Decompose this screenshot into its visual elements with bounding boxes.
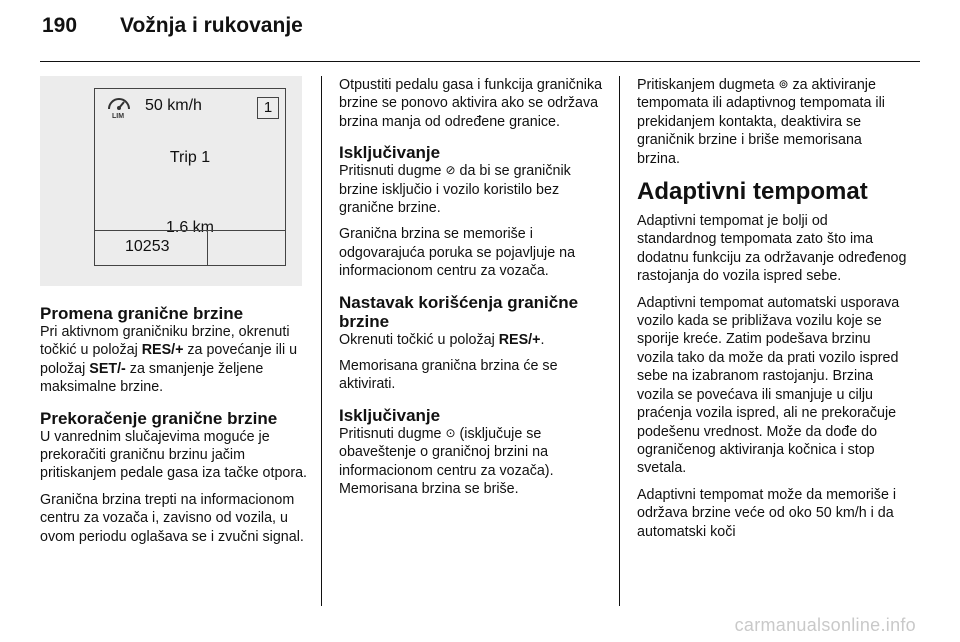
display-odometer: 10253 xyxy=(125,238,170,255)
display-gear: 1 xyxy=(257,97,279,119)
display-separator xyxy=(207,231,208,265)
column-3 xyxy=(637,76,907,549)
display-trip-label: Trip 1 xyxy=(169,149,211,166)
page-title: Vožnja i rukovanje xyxy=(120,14,303,37)
paragraph-memorised: Granična brzina se memoriše i odgovarajuća poruka se pojavljuje na informacionom centru za vozača. xyxy=(339,226,576,280)
paragraph-switch-off-2: Pritisnuti dugme ⊙ (isključuje se obaveštenje o graničnoj brzini na informacionom centru za vozača). Memorisana brzina se briše. xyxy=(339,425,554,498)
page-number: 190 xyxy=(42,14,78,37)
watermark: carmanualsonline.info xyxy=(734,615,916,635)
paragraph-release-pedal: Otpustiti pedalu gasa i funkcija graničnika brzine se ponovo aktivira ako se održava brzina manja od određene granice. xyxy=(339,77,603,130)
paragraph-deactivate: Pritiskanjem dugmeta ⊚ za aktiviranje tempomata ili adaptivnog tempomata ili prekidanjem kontakta, deaktivira se graničnik brzine i briše memorisana brzina. xyxy=(637,77,885,167)
paragraph-blinking: Granična brzina trepti na informacionom centru za vozača i, zavisno od vozila, u ovom periodu oglašava se i zvučni signal. xyxy=(40,491,304,545)
speed-limiter-icon xyxy=(105,95,135,119)
heading-adaptive-cruise: Adaptivni tempomat xyxy=(637,178,868,206)
paragraph-adaptive-behaviour: Adaptivni tempomat automatski usporava vozilo kada se približava vozilu koje se sporije kreće. Zatim podešava brzinu vozila tako da može da prati vozilo ispred sebe na izabranom rastojanju. Brzina vozila se povećava ili smanjuje u cilju praćenja vozila ispred, ali ne prekoračuje podešenu vrednost. Može da dođe do ograničenog aktiviranja kočnica i stop svetala. xyxy=(637,294,900,477)
paragraph-adaptive-intro: Adaptivni tempomat je bolji od standardnog tempomata zato što ima dodatnu funkciju za održavanje određenog rastojanja do vozila ispred sebe. xyxy=(637,213,907,285)
paragraph-limit-change: Pri aktivnom graničniku brzine, okrenuti točkić u položaj RES/+ za povećanje ili u položaj SET/- za smanjenje željene maksimalne brzine. xyxy=(40,324,298,396)
paragraph-activated: Memorisana granična brzina će se aktivirati. xyxy=(339,358,558,393)
paragraph-adaptive-speeds: Adaptivni tempomat može da memoriše i održava brzine veće od oko 50 km/h i da automatski koči xyxy=(637,486,897,540)
paragraph-exceed-limit: U vanrednim slučajevima moguće je prekoračiti graničnu brzinu jačim pritiskanjem pedale gasa iza tačke otpora. xyxy=(40,428,308,482)
cruise-off-icon: ⊘ xyxy=(445,163,456,178)
column-divider-1 xyxy=(321,76,322,606)
column-divider-2 xyxy=(619,76,620,606)
paragraph-switch-off-1: Pritisnuti dugme ⊘ da bi se graničnik brzine isključio i vozilo koristilo bez granične brzine. xyxy=(339,163,571,217)
display-bottom-bar xyxy=(95,230,285,265)
paragraph-resume: Okrenuti točkić u položaj RES/+. xyxy=(339,331,545,348)
display-trip-distance: 1.6 km xyxy=(165,219,214,236)
limiter-icon-text: LIM xyxy=(112,113,125,119)
limiter-off-icon: ⊙ xyxy=(445,425,456,440)
heading-limit-change: Promena granične brzine xyxy=(40,304,244,323)
display-speed: 50 km/h xyxy=(145,97,202,114)
heading-exceed-limit: Prekoračenje granične brzine xyxy=(40,408,278,428)
column-1 xyxy=(40,304,308,554)
display-screen xyxy=(94,88,286,266)
heading-switch-off-2: Isključivanje xyxy=(339,405,441,425)
cluster-display-figure xyxy=(40,76,302,286)
page-header xyxy=(42,14,303,50)
column-2 xyxy=(339,76,607,507)
heading-resume: Nastavak korišćenja granične brzine xyxy=(339,292,579,331)
header-divider xyxy=(40,61,920,62)
heading-switch-off-1: Isključivanje xyxy=(339,143,441,163)
cruise-control-icon: ⊚ xyxy=(778,77,789,91)
